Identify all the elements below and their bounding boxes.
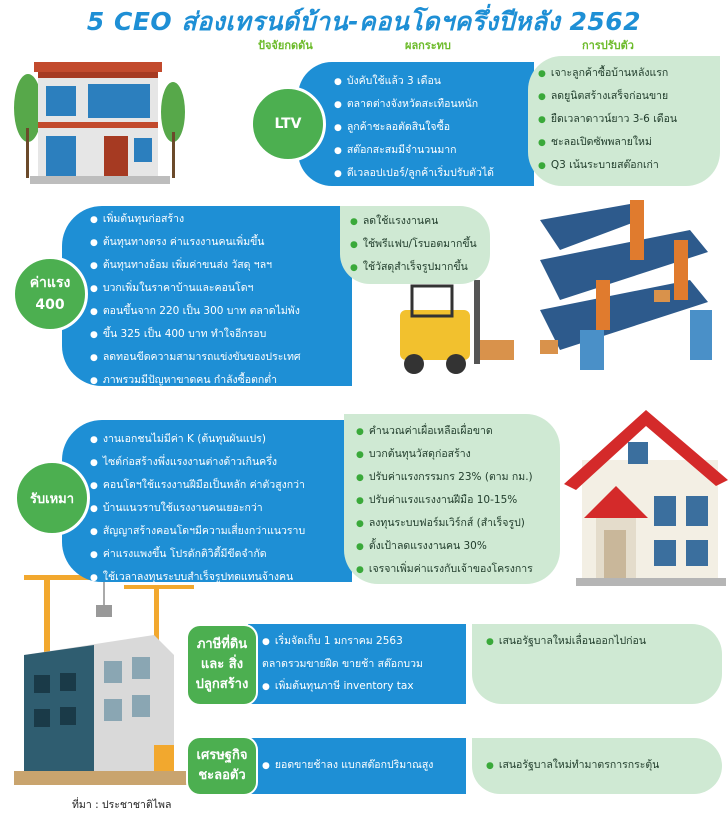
wage-impact-list (90, 208, 354, 392)
list-item: ● เจรจาเพิ่มค่าแรงกับเจ้าของโครงการ (356, 558, 560, 581)
economy-adjust-panel (472, 738, 722, 794)
list-item: ● คอนโดฯใช้แรงงานฝีมือเป็นหลัก ค่าตัวสูงกว่า (90, 474, 352, 497)
list-item: ● Q3 เน้นระบายสต๊อกเก่า (538, 154, 720, 177)
landtax-label: ภาษีที่ดิน และ สิ่งปลูกสร้าง (195, 637, 249, 692)
list-item: ● ลงทุนระบบฟอร์มเวิร์กส์ (สำเร็จรูป) (356, 512, 560, 535)
landtax-impact-line3: เพิ่มต้นทุนภาษี inventory tax (274, 680, 414, 692)
list-item: ● ขึ้น 325 เป็น 400 บาท ทำใจอีกรอบ (90, 323, 354, 346)
list-item: ● บวกเพิ่มในราคาบ้านและคอนโดฯ (90, 277, 354, 300)
wage-factor-badge (12, 256, 88, 332)
contractor-impact-list (90, 428, 352, 589)
contractor-adjust-list (344, 414, 560, 581)
wage-adjust-panel (340, 206, 490, 284)
landtax-impact-line1: เริ่มจัดเก็บ 1 มกราคม 2563 (274, 635, 403, 647)
list-item: ● เจาะลูกค้าซื้อบ้านหลังแรก (538, 62, 720, 85)
list-item: ● ลดทอนขีดความสามารถแข่งขันของประเทศ (90, 346, 354, 369)
list-item: ● ตั้งเป้าลดแรงงานคน 30% (356, 535, 560, 558)
list-item: ● ต้นทุนทางอ้อม เพิ่มค่าขนส่ง วัสดุ ฯลฯ (90, 254, 354, 277)
list-item: ● ต้นทุนทางตรง ค่าแรงงานคนเพิ่มขึ้น (90, 231, 354, 254)
list-item: ● ชะลอเปิดซัพพลายใหม่ (538, 131, 720, 154)
list-item: ● บ้านแนวราบใช้แรงงานคนเยอะกว่า (90, 497, 352, 520)
list-item: ● ตอนขึ้นจาก 220 เป็น 300 บาท ตลาดไม่พัง (90, 300, 354, 323)
list-item: ● ดีเวลอปเปอร์/ลูกค้าเริ่มปรับตัวได้ (334, 162, 532, 185)
list-item: ● ใช้วัสดุสำเร็จรูปมากขึ้น (350, 256, 490, 279)
wage-label-line2: 400 (35, 297, 65, 313)
economy-factor-badge (186, 736, 258, 796)
list-item: ● ค่าแรงแพงขึ้น โปรดักติวิตี้มีขีดจำกัด (90, 543, 352, 566)
contractor-label: รับเหมา (29, 491, 75, 507)
landtax-factor-badge (186, 624, 258, 706)
ltv-impact-list (334, 70, 532, 185)
list-item: ● ยืดเวลาดาวน์ยาว 3-6 เดือน (538, 108, 720, 131)
contractor-adjust-panel (344, 414, 560, 584)
header-impact: ผลกระทบ (405, 39, 451, 52)
wage-adjust-list (340, 206, 490, 279)
list-item: ● ไซต์ก่อสร้างพึ่งแรงงานต่างด้าวเกินครึ่ง (90, 451, 352, 474)
ltv-factor-badge (250, 86, 326, 162)
list-item: ● ลดยูนิตสร้างเสร็จก่อนขาย (538, 85, 720, 108)
list-item: ● สัญญาสร้างคอนโดฯมีความเสี่ยงกว่าแนวราบ (90, 520, 352, 543)
list-item: ● ใช้พรีแฟบ/โรบอตมากขึ้น (350, 233, 490, 256)
economy-impact-list (262, 754, 466, 777)
construction-site-illustration (4, 565, 200, 793)
list-item: ● เสนอรัฐบาลใหม่เลื่อนออกไปก่อน (486, 630, 722, 653)
list-item: ● งานเอกชนไม่มีค่า K (ต้นทุนผันแปร) (90, 428, 352, 451)
list-item: ● เพิ่มต้นทุนก่อสร้าง (90, 208, 354, 231)
list-item: ● บังคับใช้แล้ว 3 เดือน (334, 70, 532, 93)
ltv-adjust-panel (528, 56, 720, 186)
list-item: ● ปรับค่าแรงกรรมกร 23% (ตาม กม.) (356, 466, 560, 489)
economy-adjust-list (472, 738, 722, 777)
list-item: ● ใช้เวลาลงทุนระบบสำเร็จรูปทดแทนจ้างคน (90, 566, 352, 589)
list-item: ● ยอดขายช้าลง แบกสต๊อกปริมาณสูง (262, 754, 466, 777)
landtax-adjust-panel (472, 624, 722, 704)
header-adjust: การปรับตัว (582, 39, 634, 52)
wage-label-line1: ค่าแรง (29, 275, 71, 291)
header-factor: ปัจจัยกดดัน (258, 39, 313, 52)
landtax-adjust-list (472, 624, 722, 653)
list-item: ● ปรับค่าแรงแรงงานฝีมือ 10-15% (356, 489, 560, 512)
list-item: ● เสนอรัฐบาลใหม่ทำมาตรการกระตุ้น (486, 754, 722, 777)
red-roof-house-illustration (556, 400, 728, 590)
list-item: ● สต๊อกสะสมมีจำนวนมาก (334, 139, 532, 162)
list-item: ● ลดใช้แรงงานคน (350, 210, 490, 233)
landtax-impact-item: ● เพิ่มต้นทุนภาษี inventory tax (262, 680, 414, 692)
landtax-impact-item: ● เริ่มจัดเก็บ 1 มกราคม 2563 (262, 635, 403, 647)
ltv-adjust-list (528, 56, 720, 177)
landtax-impact-line2: ตลาดรวมขายฝืด ขายช้า สต๊อกบวม (262, 658, 423, 670)
list-item: ● ลูกค้าชะลอตัดสินใจซื้อ (334, 116, 532, 139)
economy-label: เศรษฐกิจ ชะลอตัว (196, 748, 248, 783)
modern-house-illustration (8, 48, 188, 188)
list-item: ● ภาพรวมมีปัญหาขาดคน กำลังซื้อตกต่ำ (90, 369, 354, 392)
list-item: ● ตลาดต่างจังหวัดสะเทือนหนัก (334, 93, 532, 116)
contractor-factor-badge (14, 460, 90, 536)
page-title: 5 CEO ส่องเทรนด์บ้าน-คอนโดฯครึ่งปีหลัง 2562 (86, 7, 642, 36)
list-item: ● คำนวณค่าเผื่อเหลือเผื่อขาด (356, 420, 560, 443)
list-item: ● บวกต้นทุนวัสดุก่อสร้าง (356, 443, 560, 466)
source-caption: ที่มา : ประชาชาติไพล (72, 799, 172, 811)
landtax-impact-text (262, 630, 466, 698)
ltv-label: LTV (274, 116, 302, 132)
